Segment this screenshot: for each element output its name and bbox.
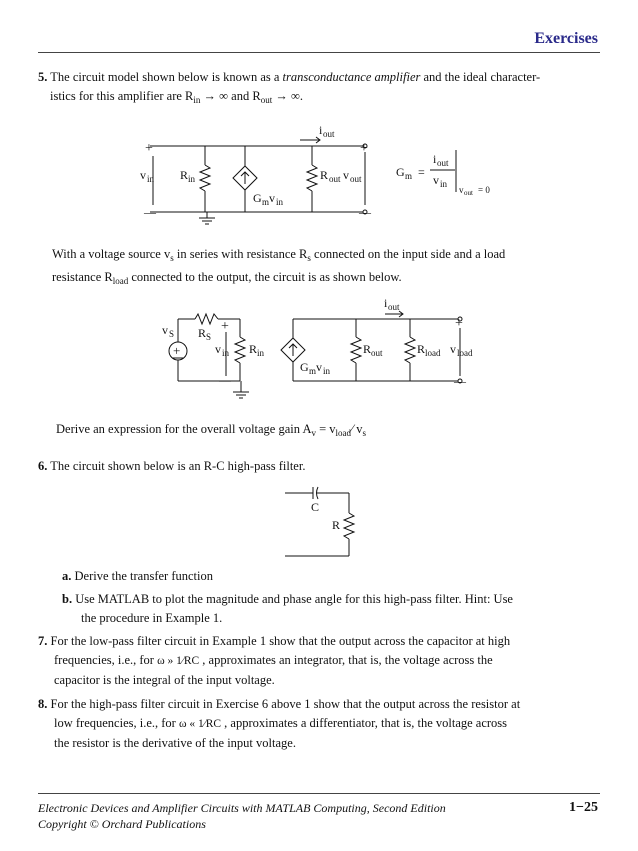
exercise-7: 7. For the low-pass filter circuit in Example 1 show that the output across the capacitor at high frequencies, i.e., for ω » 1⁄RC , approximates an integrator, that is, the voltage across the capacitor is the integral of the input voltage. [38,634,511,687]
exercise-5-text-2: With a voltage source $v_s$ in series with resistance $R_s$ connected on the input side and a load resistance $R_{load}$ connected to the output, the circuit is as shown below. [52,247,506,286]
book-title: Electronic Devices and Amplifier Circuits with MATLAB Computing, Second Edition [38,801,446,815]
copyright: Copyright © Orchard Publications [38,817,206,831]
svg-text:m: m [405,171,413,181]
svg-text:in: in [276,197,284,207]
svg-text:+: + [455,316,463,331]
svg-text:R: R [180,168,189,182]
svg-text:= 0: = 0 [478,185,490,195]
footer-book-info [38,800,446,832]
svg-text:R: R [249,342,258,356]
svg-text:out: out [350,174,362,184]
exercise-number: 8 [38,697,45,711]
svg-text:out: out [464,189,473,197]
svg-text:load: load [425,348,441,358]
exercise-number: 6 [38,459,45,473]
exercise-6a: a. Derive the transfer function [62,569,213,583]
exercise-5-question: Derive an expression for the overall voltage gain $A_v$ = $v_{load}⁄$ $v_s$ [56,422,367,438]
svg-text:in: in [222,348,230,358]
svg-text:+: + [360,141,368,156]
svg-text:—: — [454,374,466,388]
svg-text:v: v [140,168,146,182]
svg-text:load: load [457,348,473,358]
svg-text:out: out [371,348,383,358]
svg-text:v: v [343,168,349,182]
exercise-8: 8. For the high-pass filter circuit in Exercise 6 above 1 show that the output across the resistor at low frequencies, i.e., for ω « 1⁄RC , approximates a differentiator, that is, the voltage across the resistor is the derivative of the input voltage. [38,697,521,750]
svg-text:R: R [198,326,207,340]
page-number: 1−25 [569,800,598,815]
exercise-6-intro: 6. The circuit shown below is an R-C high-pass filter. [38,459,306,473]
svg-text:S: S [206,332,212,342]
svg-text:i: i [433,152,437,166]
page-title: Exercises [534,30,598,47]
svg-text:v: v [162,323,168,337]
svg-text:v: v [215,342,221,356]
svg-text:+: + [221,319,229,334]
exercise-5-intro: 5. The circuit model shown below is known as a transconductance amplifier and the ideal character- istics for this amplifier are $R_{in}$ → ∞ and $R_{out}$ → ∞. [38,70,541,105]
exercise-number: 5 [38,70,45,84]
svg-text:in: in [188,174,196,184]
svg-text:R: R [320,168,329,182]
math-expression: ω « 1⁄RC [178,718,222,730]
svg-text:v: v [433,173,439,187]
svg-text:v: v [450,342,456,356]
svg-text:—: — [219,373,231,387]
resistor-label: R [332,518,341,532]
footer-rule [38,793,600,794]
svg-text:R: R [417,342,426,356]
svg-text:i: i [384,296,388,310]
exercise-6b: b. Use MATLAB to plot the magnitude and phase angle for this high-pass filter. Hint: Use the procedure in Example 1. [62,592,513,625]
svg-text:in: in [323,366,331,376]
svg-text:v: v [459,185,464,195]
svg-text:out: out [329,174,341,184]
vin-minus: — [144,205,156,219]
math-expression: ω » 1⁄RC [157,655,200,667]
gm-equation-lhs: G [396,165,405,179]
svg-text:out: out [388,302,400,312]
svg-text:v: v [269,191,275,205]
svg-text:out: out [323,129,335,139]
capacitor-label: C [311,500,320,514]
svg-text:S: S [169,329,175,339]
svg-text:m: m [262,197,270,207]
svg-text:in: in [147,174,155,184]
exercise-number: 7 [38,634,45,648]
svg-text:out: out [437,158,449,168]
vin-plus: + [145,141,153,156]
svg-text:—: — [359,205,371,219]
svg-text:=: = [418,165,425,179]
svg-text:in: in [257,348,265,358]
svg-text:R: R [363,342,372,356]
svg-text:v: v [316,360,322,374]
svg-text:m: m [309,366,317,376]
svg-text:G: G [300,360,309,374]
source-plus: + [173,343,181,358]
svg-text:in: in [440,179,448,189]
svg-text:G: G [253,191,262,205]
svg-text:i: i [319,123,323,137]
